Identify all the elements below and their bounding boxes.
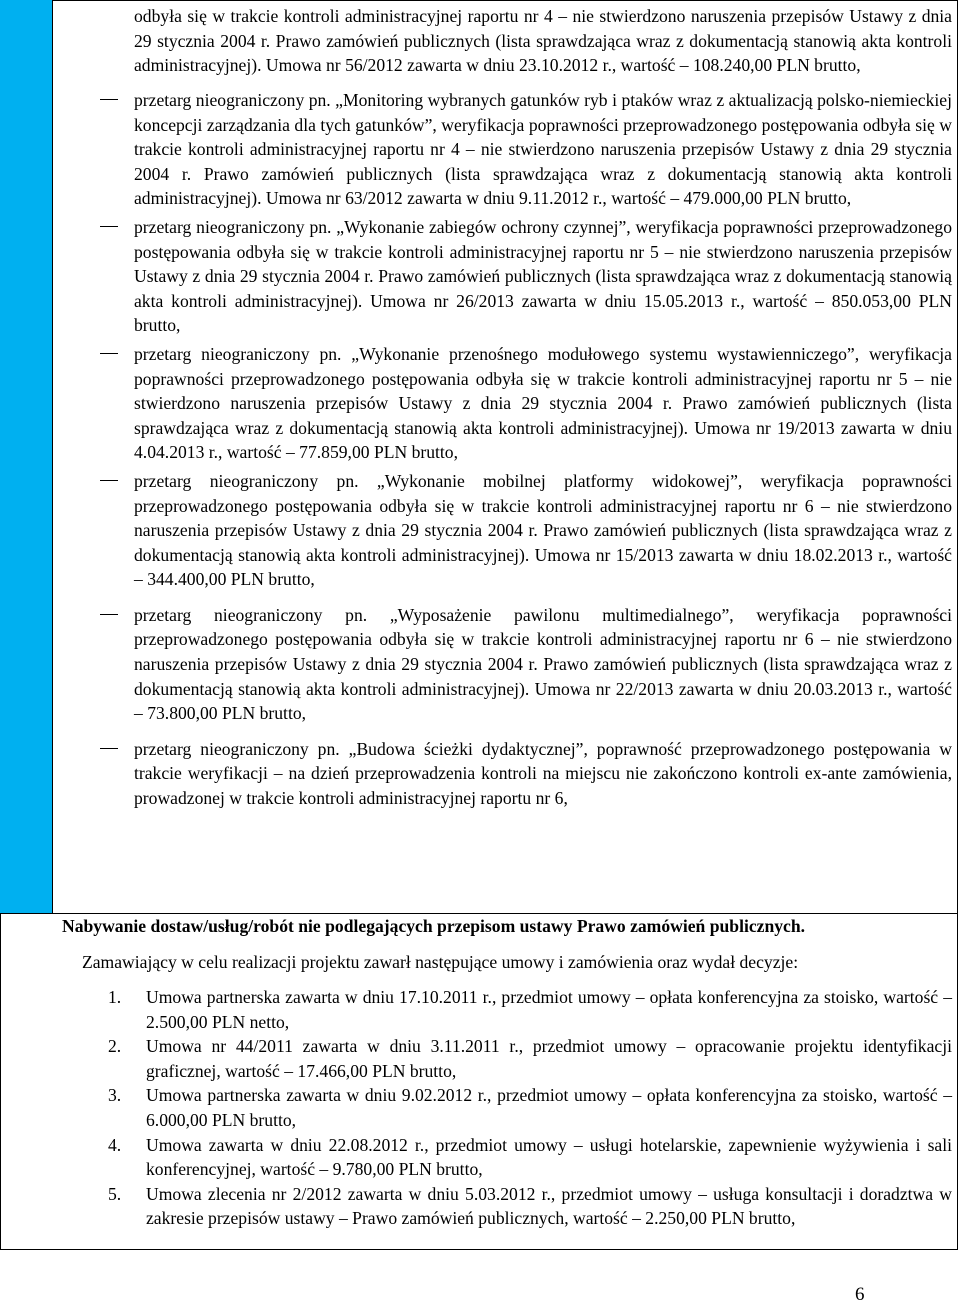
list-item (100, 1133, 952, 1182)
list-item (100, 1182, 952, 1231)
list-number: 3. (108, 1085, 122, 1106)
dash-bullet-icon (100, 226, 118, 227)
list-item-text: przetarg nieograniczony pn. „Monitoring wybranych gatunków ryb i ptaków wraz z aktualizacją polsko-niemieckiej koncepcji zarządzania dla tych gatunków”, weryfikacja poprawności przeprowadzonego postępowania odbyła się w trakcie kontroli administracyjnej raportu nr 4 – nie stwierdzono naruszenia przepisów Ustawy z dnia 29 stycznia 2004 r. Prawo zamówień publicznych (lista sprawdzająca wraz z dokumentacją stanowią akta kontroli administracyjnej). Umowa nr 63/2012 zawarta w dniu 9.11.2012 r., wartość – 479.000,00 PLN brutto, (134, 90, 952, 209)
section-heading: Nabywanie dostaw/usług/robót nie podlegających przepisom ustawy Prawo zamówień publicznych. (62, 916, 806, 936)
tender-list (100, 84, 952, 811)
list-item-text: przetarg nieograniczony pn. „Wykonanie przenośnego modułowego systemu wystawienniczego”, weryfikacja poprawności przeprowadzonego postępowania odbyła się w trakcie kontroli administracyjnej raportu nr 5 – nie stwierdzono naruszenia przepisów Ustawy z dnia 29 stycznia 2004 r. Prawo zamówień publicznych (lista sprawdzająca wraz z dokumentacją stanowią akta kontroli administracyjnej). Umowa nr 19/2013 zawarta w dniu 4.04.2013 r., wartość – 77.859,00 PLN brutto, (134, 343, 952, 463)
list-item-text: przetarg nieograniczony pn. „Budowa ścieżki dydaktycznej”, poprawność przeprowadzonego postępowania w trakcie weryfikacji – na dzień przeprowadzenia kontroli na miejscu nie zakończono kontroli ex-ante zamówienia, prowadzonej w trakcie kontroli administracyjnej raportu nr 6, (134, 738, 952, 809)
list-item (100, 469, 952, 592)
list-item-text: Umowa partnerska zawarta w dniu 9.02.2012 r., przedmiot umowy – opłata konferencyjna za stoisko, wartość – 6.000,00 PLN brutto, (146, 1085, 952, 1130)
list-item (100, 1083, 952, 1132)
list-item-text: Umowa partnerska zawarta w dniu 17.10.2011 r., przedmiot umowy – opłata konferencyjna za stoisko, wartość – 2.500,00 PLN netto, (146, 987, 952, 1032)
dash-bullet-icon (100, 614, 118, 615)
dash-bullet-icon (100, 748, 118, 749)
intro-paragraph: Zamawiający w celu realizacji projektu zawarł następujące umowy i zamówienia oraz wydał decyzje: (82, 952, 799, 972)
list-number: 1. (108, 987, 122, 1007)
dash-bullet-icon (100, 353, 118, 354)
list-item-text: Umowa zawarta w dniu 22.08.2012 r., przedmiot umowy – usługi hotelarskie, zapewnienie wyżywienia i sali konferencyjnej, wartość – 9.780,00 PLN brutto, (146, 1134, 952, 1180)
page-number: 6 (855, 1284, 865, 1305)
list-item-text: przetarg nieograniczony pn. „Wykonanie mobilnej platformy widokowej”, weryfikacja poprawności przeprowadzonego postępowania odbyła się w trakcie kontroli administracyjnej raportu nr 6 – nie stwierdzono naruszenia przepisów Ustawy z dnia 29 stycznia 2004 r. Prawo zamówień publicznych (lista sprawdzająca wraz z dokumentacją stanowią akta kontroli administracyjnej). Umowa nr 15/2013 zawarta w dniu 18.02.2013 r., wartość – 344.400,00 PLN brutto, (134, 470, 952, 590)
list-item-text: przetarg nieograniczony pn. „Wyposażenie pawilonu multimedialnego”, weryfikacja poprawności przeprowadzonego postępowania odbyła się w trakcie kontroli administracyjnej raportu nr 6 – nie stwierdzono naruszenia przepisów Ustawy z dnia 29 stycznia 2004 r. Prawo zamówień publicznych (lista sprawdzająca wraz z dokumentacją stanowią akta kontroli administracyjnej). Umowa nr 22/2013 zawarta w dniu 20.03.2013 r., wartość – 73.800,00 PLN brutto, (134, 604, 952, 724)
list-item-text: przetarg nieograniczony pn. „Wykonanie zabiegów ochrony czynnej”, weryfikacja poprawności przeprowadzonego postępowania odbyła się w trakcie kontroli administracyjnej raportu nr 5 – nie stwierdzono naruszenia przepisów Ustawy z dnia 29 stycznia 2004 r. Prawo zamówień publicznych (lista sprawdzająca wraz z dokumentacją stanowią akta kontroli administracyjnej). Umowa nr 26/2013 zawarta w dniu 15.05.2013 r., wartość – 850.053,00 PLN brutto, (134, 216, 952, 336)
dash-bullet-icon (100, 480, 118, 481)
dash-bullet-icon (100, 99, 118, 100)
list-item (100, 737, 952, 811)
contract-list (100, 985, 952, 1231)
list-item (100, 215, 952, 338)
continuation-paragraph: odbyła się w trakcie kontroli administracyjnej raportu nr 4 – nie stwierdzono naruszenia przepisów Ustawy z dnia 29 stycznia 2004 r. Prawo zamówień publicznych (lista sprawdzająca wraz z dokumentacją stanowią akta kontroli administracyjnej). Umowa nr 56/2012 zawarta w dniu 23.10.2012 r., wartość – 108.240,00 PLN brutto, (134, 6, 952, 76)
list-item (100, 342, 952, 465)
list-number: 2. (108, 1036, 122, 1057)
list-number: 5. (108, 1183, 122, 1204)
list-item (100, 603, 952, 726)
list-number: 4. (108, 1134, 122, 1155)
list-item (100, 985, 952, 1034)
list-item (100, 88, 952, 211)
list-item-text: Umowa nr 44/2011 zawarta w dniu 3.11.2011 r., przedmiot umowy – opracowanie projektu identyfikacji graficznej, wartość – 17.466,00 PLN brutto, (146, 1036, 952, 1081)
list-item-text: Umowa zlecenia nr 2/2012 zawarta w dniu 5.03.2012 r., przedmiot umowy – usługa konsultacji i doradztwa w zakresie przepisów ustawy – Prawo zamówień publicznych, wartość – 2.250,00 PLN brutto, (146, 1183, 952, 1229)
list-item (100, 1034, 952, 1083)
cyan-margin-bar (0, 0, 53, 913)
